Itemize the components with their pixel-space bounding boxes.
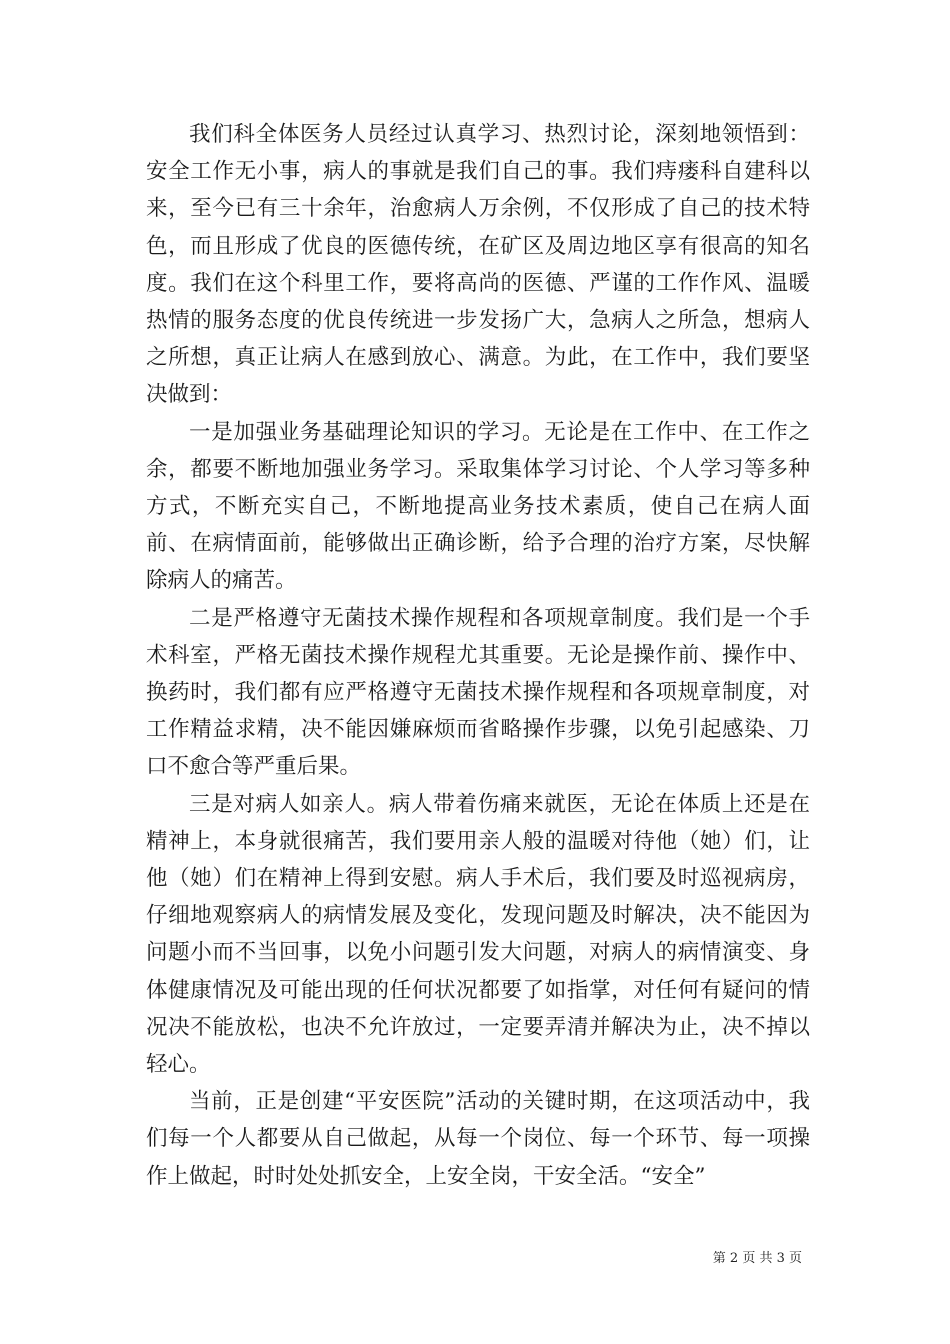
paragraph-1: 我们科全体医务人员经过认真学习、热烈讨论，深刻地领悟到：安全工作无小事，病人的事就是我们自己的事。我们痔瘘科自建科以来，至今已有三十余年，治愈病人万余例，不仅形成了自己的技术特色，而且形成了优良的医德传统，在矿区及周边地区享有很高的知名度。我们在这个科里工作，要将高尚的医德、严谨的工作作风、温暖热情的服务态度的优良传统进一步发扬广大，急病人之所急，想病人之所想，真正让病人在感到放心、满意。为此，在工作中，我们要坚决做到： bbox=[146, 122, 810, 408]
paragraph-2: 一是加强业务基础理论知识的学习。无论是在工作中、在工作之余，都要不断地加强业务学习。采取集体学习讨论、个人学习等多种方式，不断充实自己，不断地提高业务技术素质，使自己在病人面前、在病情面前，能够做出正确诊断，给予合理的治疗方案，尽快解除病人的痛苦。 bbox=[146, 419, 810, 594]
document-body bbox=[146, 116, 810, 1195]
paragraph-4: 三是对病人如亲人。病人带着伤痛来就医，无论在体质上还是在精神上，本身就很痛苦，我们要用亲人般的温暖对待他（她）们，让他（她）们在精神上得到安慰。病人手术后，我们要及时巡视病房，仔细地观察病人的病情发展及变化，发现问题及时解决，决不能因为问题小而不当回事，以免小问题引发大问题，对病人的病情演变、身体健康情况及可能出现的任何状况都要了如指掌，对任何有疑问的情况决不能放松，也决不允许放过，一定要弄清并解决为止，决不掉以轻心。 bbox=[146, 791, 810, 1078]
paragraph-5: 当前，正是创建“平安医院”活动的关键时期，在这项活动中，我们每一个人都要从自己做起，从每一个岗位、每一个环节、每一项操作上做起，时时处处抓安全，上安全岗，干安全活。“安全” bbox=[146, 1089, 810, 1189]
paragraph-3: 二是严格遵守无菌技术操作规程和各项规章制度。我们是一个手术科室，严格无菌技术操作规程尤其重要。无论是操作前、操作中、换药时，我们都有应严格遵守无菌技术操作规程和各项规章制度，对工作精益求精，决不能因嫌麻烦而省略操作步骤，以免引起感染、刀口不愈合等严重后果。 bbox=[146, 605, 810, 780]
page-number-footer: 第 2 页 共 3 页 bbox=[712, 1251, 802, 1266]
